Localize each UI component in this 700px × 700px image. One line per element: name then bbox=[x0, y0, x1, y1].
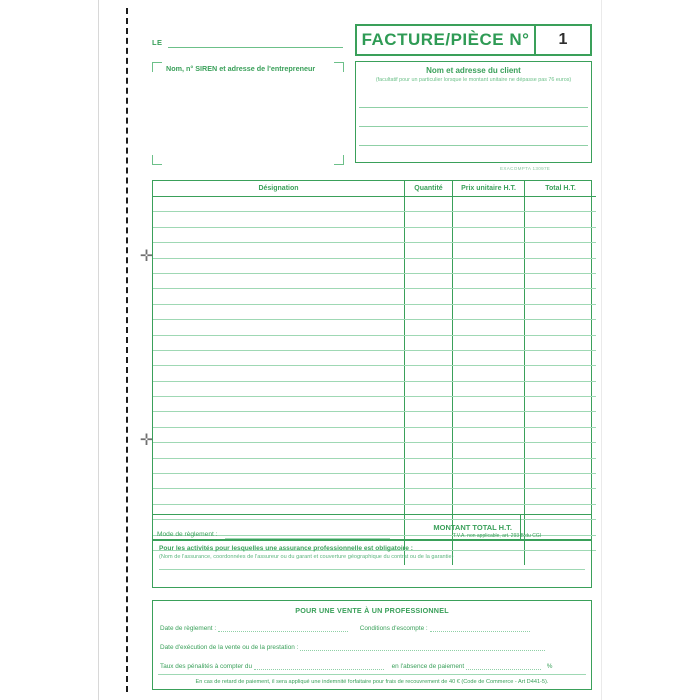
perforation-line bbox=[126, 8, 128, 692]
table-row bbox=[153, 320, 596, 335]
table-row bbox=[153, 474, 596, 489]
cell-unit-price[interactable] bbox=[453, 489, 525, 504]
table-row bbox=[153, 350, 596, 365]
cell-total[interactable] bbox=[525, 289, 597, 304]
cell-designation[interactable] bbox=[153, 273, 405, 288]
cell-designation[interactable] bbox=[153, 335, 405, 350]
professional-row bbox=[160, 661, 584, 672]
cell-total[interactable] bbox=[525, 443, 597, 458]
line-items-table bbox=[152, 180, 592, 540]
cell-unit-price[interactable] bbox=[453, 381, 525, 396]
cell-quantity[interactable] bbox=[405, 320, 453, 335]
table-row bbox=[153, 212, 596, 227]
cell-quantity[interactable] bbox=[405, 289, 453, 304]
cell-total[interactable] bbox=[525, 273, 597, 288]
client-title: Nom et adresse du client bbox=[426, 66, 521, 75]
cell-total[interactable] bbox=[525, 197, 597, 212]
cell-unit-price[interactable] bbox=[453, 474, 525, 489]
table-row bbox=[153, 458, 596, 473]
cell-designation[interactable] bbox=[153, 320, 405, 335]
cell-quantity[interactable] bbox=[405, 397, 453, 412]
professional-row bbox=[160, 642, 584, 653]
cell-total[interactable] bbox=[525, 243, 597, 258]
divider bbox=[158, 674, 586, 675]
table-row bbox=[153, 381, 596, 396]
cell-quantity[interactable] bbox=[405, 427, 453, 442]
client-address-line[interactable] bbox=[359, 108, 588, 127]
professional-sale-box bbox=[152, 600, 592, 690]
cell-unit-price[interactable] bbox=[453, 289, 525, 304]
date-label: LE bbox=[152, 38, 163, 47]
table-row bbox=[153, 412, 596, 427]
cell-total[interactable] bbox=[525, 397, 597, 412]
penalty-rate-label: Taux des pénalités à compter du bbox=[160, 663, 253, 670]
entrepreneur-corner-br bbox=[334, 155, 344, 165]
professional-row bbox=[160, 623, 584, 634]
cell-designation[interactable] bbox=[153, 427, 405, 442]
cell-designation[interactable] bbox=[153, 289, 405, 304]
client-address-box[interactable] bbox=[355, 61, 592, 163]
cell-unit-price[interactable] bbox=[453, 427, 525, 442]
client-address-line[interactable] bbox=[359, 127, 588, 146]
settlement-date-label: Date de règlement : bbox=[160, 625, 217, 632]
cell-unit-price[interactable] bbox=[453, 227, 525, 242]
insurance-input-line[interactable] bbox=[159, 569, 585, 570]
insurance-box bbox=[152, 540, 592, 588]
cell-unit-price[interactable] bbox=[453, 366, 525, 381]
total-label: MONTANT TOTAL H.T. bbox=[152, 515, 521, 540]
cell-unit-price[interactable] bbox=[453, 335, 525, 350]
table-row bbox=[153, 443, 596, 458]
cell-designation[interactable] bbox=[153, 243, 405, 258]
cell-total[interactable] bbox=[525, 350, 597, 365]
cell-quantity[interactable] bbox=[405, 304, 453, 319]
date-input-line[interactable] bbox=[168, 47, 343, 48]
cell-designation[interactable] bbox=[153, 443, 405, 458]
column-header-unit-price: Prix unitaire H.T. bbox=[453, 181, 525, 197]
client-address-line[interactable] bbox=[359, 89, 588, 108]
entrepreneur-corner-tl bbox=[152, 62, 162, 72]
cell-designation[interactable] bbox=[153, 304, 405, 319]
cell-unit-price[interactable] bbox=[453, 197, 525, 212]
table-row bbox=[153, 227, 596, 242]
penalty-percent-input[interactable] bbox=[466, 661, 541, 670]
cell-unit-price[interactable] bbox=[453, 258, 525, 273]
cell-unit-price[interactable] bbox=[453, 243, 525, 258]
payment-mode-label: Mode de règlement : bbox=[157, 531, 218, 538]
cell-total[interactable] bbox=[525, 474, 597, 489]
table-row bbox=[153, 304, 596, 319]
table-row bbox=[153, 197, 596, 212]
entrepreneur-label: Nom, n° SIREN et adresse de l'entrepreneur bbox=[166, 64, 316, 73]
cell-total[interactable] bbox=[525, 366, 597, 381]
cell-quantity[interactable] bbox=[405, 258, 453, 273]
cell-total[interactable] bbox=[525, 212, 597, 227]
entrepreneur-corner-tr bbox=[334, 62, 344, 72]
vat-note: T.V.A. non applicable, art. 293 B du CGI bbox=[452, 533, 542, 539]
cell-total[interactable] bbox=[525, 320, 597, 335]
cell-designation[interactable] bbox=[153, 197, 405, 212]
execution-date-label: Date d'exécution de la vente ou de la prestation : bbox=[160, 644, 299, 651]
late-payment-note: En cas de retard de paiement, il sera appliqué une indemnité forfaitaire pour frais de recouvrement de 40 € (Code de Commerce - Art D441-5). bbox=[195, 679, 549, 685]
client-address-line[interactable] bbox=[359, 146, 588, 164]
cell-quantity[interactable] bbox=[405, 212, 453, 227]
cell-total[interactable] bbox=[525, 304, 597, 319]
cell-designation[interactable] bbox=[153, 474, 405, 489]
cell-designation[interactable] bbox=[153, 258, 405, 273]
penalty-rate-input[interactable] bbox=[254, 661, 384, 670]
settlement-date-input[interactable] bbox=[218, 623, 348, 632]
cell-quantity[interactable] bbox=[405, 227, 453, 242]
cell-designation[interactable] bbox=[153, 489, 405, 504]
cell-unit-price[interactable] bbox=[453, 397, 525, 412]
cell-quantity[interactable] bbox=[405, 412, 453, 427]
percent-symbol: % bbox=[546, 663, 553, 670]
invoice-number-field[interactable]: 1 bbox=[534, 26, 590, 54]
invoice-title-box bbox=[355, 24, 592, 56]
page-left-edge bbox=[98, 0, 99, 700]
cell-quantity[interactable] bbox=[405, 273, 453, 288]
cell-total[interactable] bbox=[525, 381, 597, 396]
cell-unit-price[interactable] bbox=[453, 273, 525, 288]
cell-quantity[interactable] bbox=[405, 350, 453, 365]
cell-designation[interactable] bbox=[153, 412, 405, 427]
cell-quantity[interactable] bbox=[405, 474, 453, 489]
cell-designation[interactable] bbox=[153, 397, 405, 412]
page-right-edge bbox=[601, 0, 602, 700]
cell-unit-price[interactable] bbox=[453, 350, 525, 365]
cell-unit-price[interactable] bbox=[453, 304, 525, 319]
cell-total[interactable] bbox=[525, 258, 597, 273]
table-row bbox=[153, 289, 596, 304]
cell-designation[interactable] bbox=[153, 366, 405, 381]
punch-hole-icon: ✛ bbox=[139, 430, 154, 449]
table-row bbox=[153, 243, 596, 258]
entrepreneur-corner-bl bbox=[152, 155, 162, 165]
column-header-total: Total H.T. bbox=[525, 181, 597, 197]
penalty-rate-suffix-label: en l'absence de paiement bbox=[391, 663, 465, 670]
execution-date-input[interactable] bbox=[300, 642, 545, 651]
client-subtitle: (facultatif pour un particulier lorsque le montant unitaire ne dépasse pas 76 euros) bbox=[375, 77, 572, 83]
cell-total[interactable] bbox=[525, 458, 597, 473]
table-header-row bbox=[153, 181, 596, 197]
cell-designation[interactable] bbox=[153, 227, 405, 242]
column-header-designation: Désignation bbox=[153, 181, 405, 197]
column-header-quantity: Quantité bbox=[405, 181, 453, 197]
table-row bbox=[153, 273, 596, 288]
client-address-lines bbox=[356, 89, 591, 164]
cell-unit-price[interactable] bbox=[453, 443, 525, 458]
cell-designation[interactable] bbox=[153, 458, 405, 473]
cell-unit-price[interactable] bbox=[453, 458, 525, 473]
table-row bbox=[153, 397, 596, 412]
cell-quantity[interactable] bbox=[405, 381, 453, 396]
page-title: FACTURE/PIÈCE N° bbox=[361, 30, 530, 49]
discount-terms-label: Conditions d'escompte : bbox=[359, 625, 428, 632]
cell-total[interactable] bbox=[525, 427, 597, 442]
cell-quantity[interactable] bbox=[405, 489, 453, 504]
table-row bbox=[153, 427, 596, 442]
insurance-title: Pour les activités pour lesquelles une assurance professionnelle est obligatoire : bbox=[159, 545, 413, 552]
table-row bbox=[153, 366, 596, 381]
cell-unit-price[interactable] bbox=[453, 212, 525, 227]
professional-sale-title: POUR UNE VENTE À UN PROFESSIONNEL bbox=[295, 606, 449, 615]
cell-quantity[interactable] bbox=[405, 443, 453, 458]
insurance-subtitle: (Nom de l'assurance, coordonnées de l'assureur ou du garant et couverture géographique du contrat ou de la garantie) bbox=[159, 554, 454, 560]
cell-quantity[interactable] bbox=[405, 335, 453, 350]
cell-designation[interactable] bbox=[153, 212, 405, 227]
cell-quantity[interactable] bbox=[405, 243, 453, 258]
table-row bbox=[153, 489, 596, 504]
cell-quantity[interactable] bbox=[405, 366, 453, 381]
cell-quantity[interactable] bbox=[405, 458, 453, 473]
payment-mode-input[interactable] bbox=[225, 538, 390, 539]
cell-quantity[interactable] bbox=[405, 197, 453, 212]
brand-mark: EXACOMPTA 13097E bbox=[500, 166, 551, 171]
cell-total[interactable] bbox=[525, 335, 597, 350]
cell-designation[interactable] bbox=[153, 381, 405, 396]
cell-total[interactable] bbox=[525, 227, 597, 242]
cell-unit-price[interactable] bbox=[453, 412, 525, 427]
cell-designation[interactable] bbox=[153, 350, 405, 365]
table-row bbox=[153, 258, 596, 273]
cell-unit-price[interactable] bbox=[453, 320, 525, 335]
cell-total[interactable] bbox=[525, 489, 597, 504]
table-row bbox=[153, 335, 596, 350]
discount-terms-input[interactable] bbox=[430, 623, 530, 632]
punch-hole-icon: ✛ bbox=[139, 246, 154, 265]
cell-total[interactable] bbox=[525, 412, 597, 427]
